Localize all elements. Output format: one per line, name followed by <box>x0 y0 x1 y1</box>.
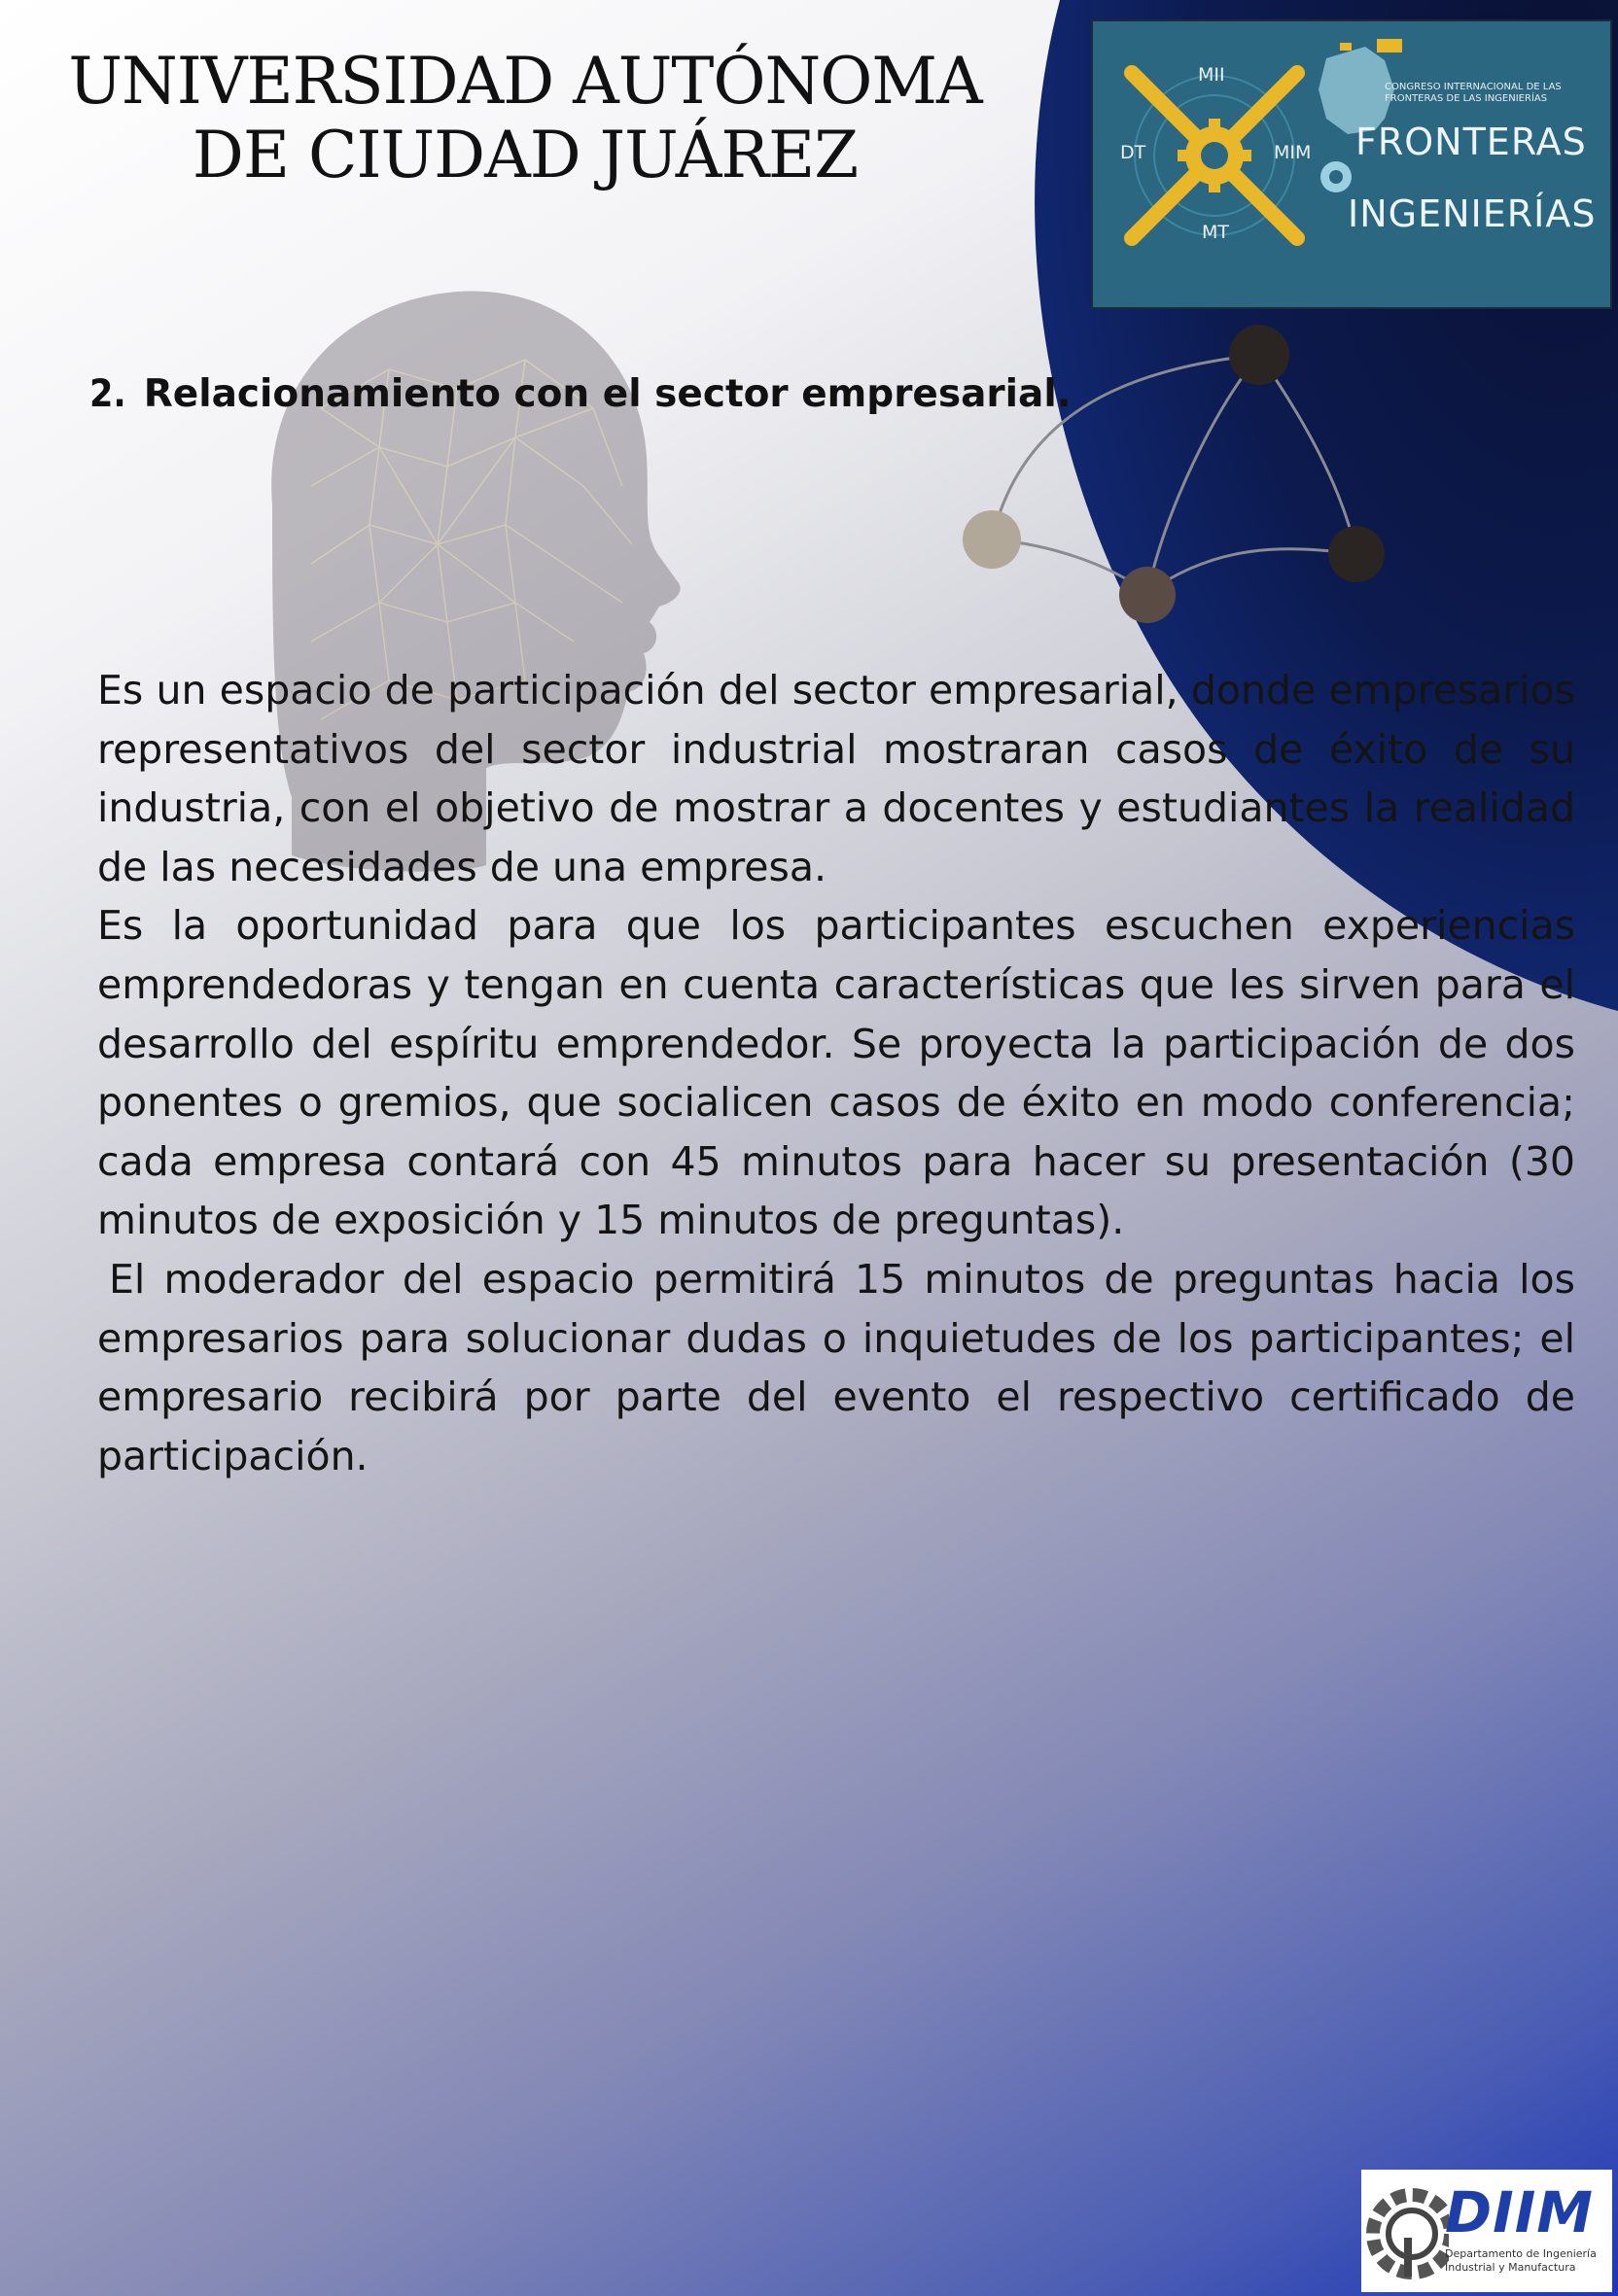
diim-name: DIIM <box>1445 2179 1595 2245</box>
conference-caption: CONGRESO INTERNACIONAL DE LAS FRONTERAS DE LAS INGENIERÍAS <box>1385 82 1562 104</box>
university-title <box>39 45 1011 192</box>
tag-dt: DT <box>1120 142 1146 163</box>
body-text <box>97 661 1575 1485</box>
section-title: Relacionamiento con el sector empresarial. <box>143 372 1072 416</box>
diim-subtitle-line1: Departamento de Ingeniería <box>1445 2247 1597 2260</box>
diim-subtitle-line2: Industrial y Manufactura <box>1445 2261 1576 2274</box>
diim-subtitle <box>1445 2247 1597 2275</box>
gear-cross-emblem-icon <box>1093 21 1614 311</box>
paragraph-1: Es un espacio de participación del sector empresarial, donde empresarios representativos del sector industrial mostraran casos de éxito de su industria, con el objetivo de mostrar a docentes y estudiantes la realidad de las necesidades de una empresa. <box>97 667 1575 890</box>
tag-mii: MII <box>1198 64 1225 86</box>
diim-logo <box>1361 2170 1612 2292</box>
brand-fronteras: FRONTERAS <box>1355 121 1587 163</box>
conference-logo <box>1091 19 1612 309</box>
tag-mim: MIM <box>1274 142 1312 163</box>
tag-mt: MT <box>1202 222 1229 243</box>
university-title-line2: DE CIUDAD JUÁREZ <box>192 118 859 192</box>
brand-ingenierias: INGENIERÍAS <box>1348 192 1597 235</box>
diim-gear-icon <box>1361 2170 1449 2292</box>
paragraph-2: Es la oportunidad para que los participantes escuchen experiencias emprendedoras y tengan en cuenta características que les sirven para el desarrollo del espíritu emprendedor. Se proyecta la participación de dos ponentes o gremios, que socialicen casos de éxito en modo conferencia; cada empresa contará con 45 minutos para hacer su presentación (30 minutos de exposición y 15 minutos de preguntas). <box>97 902 1575 1244</box>
section-heading <box>89 372 1072 416</box>
university-title-line1: UNIVERSIDAD AUTÓNOMA <box>68 44 982 119</box>
section-number: 2. <box>89 372 126 416</box>
paragraph-3: El moderador del espacio permitirá 15 minutos de preguntas hacia los empresarios para solucionar dudas o inquietudes de los participantes; el empresario recibirá por parte del evento el respectivo certificado de participación. <box>97 1255 1575 1479</box>
